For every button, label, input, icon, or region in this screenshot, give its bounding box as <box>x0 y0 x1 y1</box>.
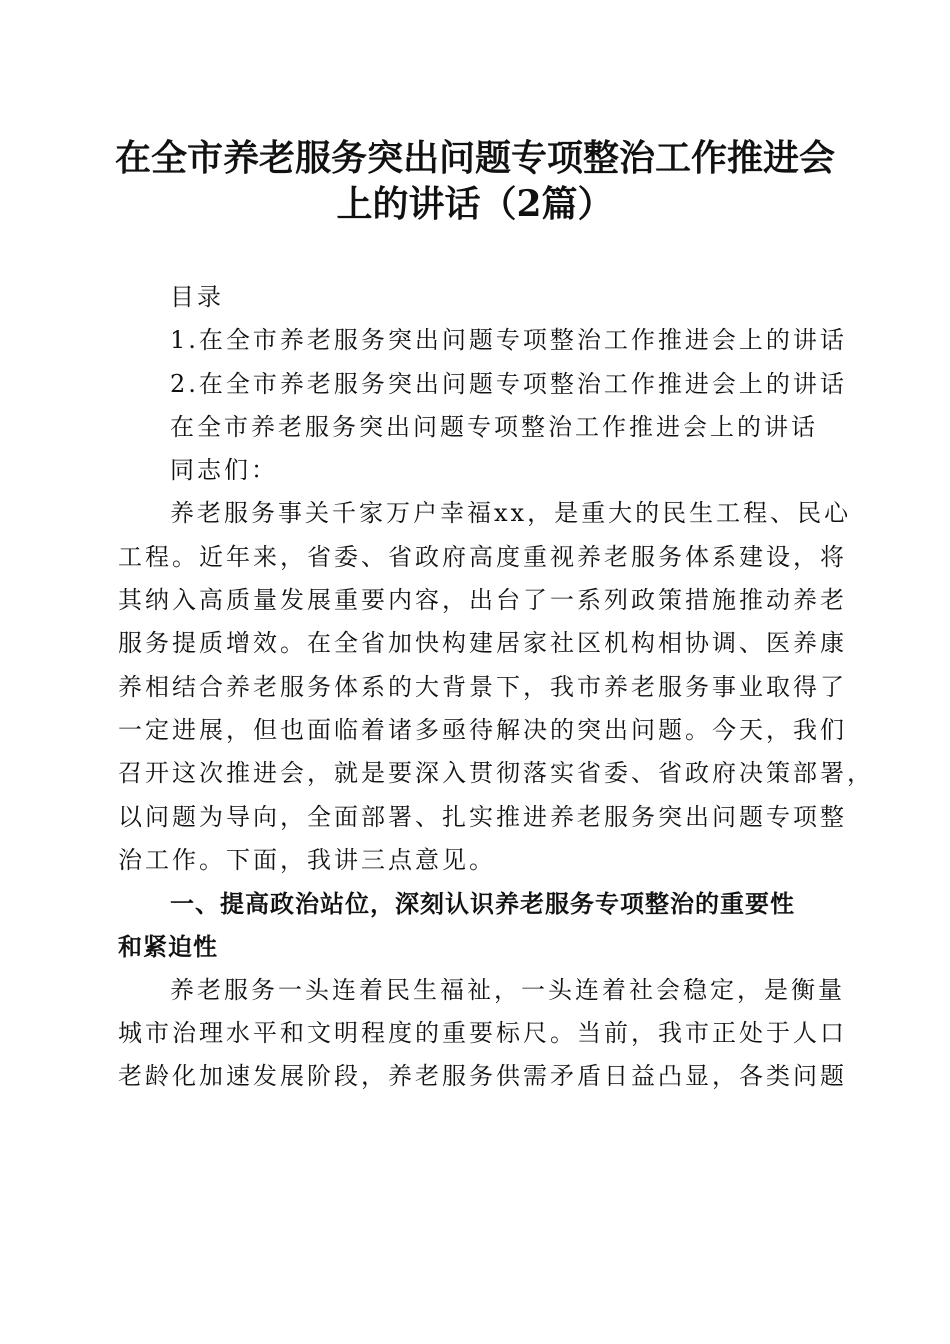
paragraph-1-line: 服务提质增效。在全省加快构建居家社区机构相协调、医养康 <box>118 629 847 658</box>
document-body <box>118 276 874 1099</box>
paragraph-1-line: 以问题为导向，全面部署、扎实推进养老服务突出问题专项整 <box>118 802 847 831</box>
paragraph-1-line: 召开这次推进会，就是要深入贯彻落实省委、省政府决策部署， <box>118 759 874 788</box>
title-line-1: 在全市养老服务突出问题专项整治工作推进会 <box>114 137 835 179</box>
section-1-heading: 和紧迫性 <box>118 932 218 962</box>
toc-item: 2.在全市养老服务突出问题专项整治工作推进会上的讲话 <box>170 369 847 398</box>
toc-item: 1.在全市养老服务突出问题专项整治工作推进会上的讲话 <box>170 326 847 355</box>
paragraph-1-line: 其纳入高质量发展重要内容，出台了一系列政策措施推动养老 <box>118 586 847 615</box>
document-title <box>110 135 840 227</box>
paragraph-1-line: 工程。近年来，省委、省政府高度重视养老服务体系建设，将 <box>118 542 847 571</box>
salutation: 同志们： <box>170 456 278 485</box>
paragraph-1-line: 养相结合养老服务体系的大背景下，我市养老服务事业取得了 <box>118 672 847 701</box>
paragraph-1-line: 治工作。下面，我讲三点意见。 <box>118 845 496 874</box>
paragraph-2-line: 老龄化加速发展阶段，养老服务供需矛盾日益凸显，各类问题 <box>118 1062 847 1091</box>
paragraph-2-line: 城市治理水平和文明程度的重要标尺。当前，我市正处于人口 <box>118 1019 847 1048</box>
toc-heading: 目录 <box>170 283 224 311</box>
paragraph-2-line: 养老服务一头连着民生福祉，一头连着社会稳定，是衡量 <box>170 975 845 1004</box>
title-line-2: 上的讲话（2篇） <box>336 183 614 225</box>
section-1-heading: 一、提高政治站位，深刻认识养老服务专项整治的重要性 <box>170 889 795 919</box>
speech-title: 在全市养老服务突出问题专项整治工作推进会上的讲话 <box>170 412 818 441</box>
paragraph-1-line: 养老服务事关千家万户幸福xx，是重大的民生工程、民心 <box>170 499 852 528</box>
paragraph-1-line: 一定进展，但也面临着诸多亟待解决的突出问题。今天，我们 <box>118 715 847 744</box>
